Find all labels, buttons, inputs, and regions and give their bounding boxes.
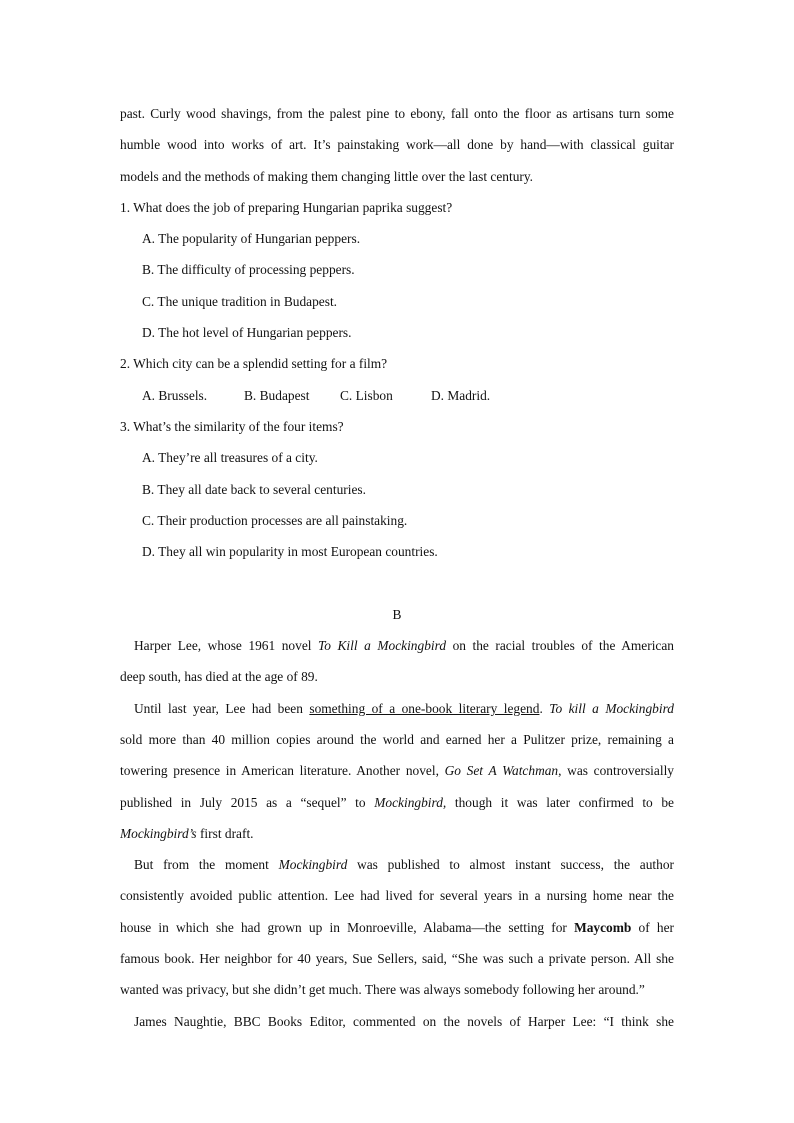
question-3-stem: 3. What’s the similarity of the four items? [120, 418, 344, 434]
question-3-option-c: C. Their production processes are all painstaking. [142, 512, 408, 528]
paragraph-3-line-2: consistently avoided public attention. Lee had lived for several years in a nursing home near the [120, 888, 674, 904]
document-page [120, 98, 674, 1037]
underlined-phrase: something of a one-book literary legend [309, 700, 540, 716]
paragraph-3-line-5: wanted was privacy, but she didn’t get much. There was always somebody following her around.” [120, 982, 645, 998]
paragraph-2-line-3: towering presence in American literature. Another novel, Go Set A Watchman, was controversially [120, 763, 674, 779]
question-2-option-a: A. Brussels. [142, 387, 208, 403]
question-1-stem: 1. What does the job of preparing Hungarian paprika suggest? [120, 199, 453, 215]
question-2-option-c: C. Lisbon [340, 387, 393, 403]
question-3-option-b: B. They all date back to several centuries. [142, 481, 366, 497]
question-1-option-a: A. The popularity of Hungarian peppers. [142, 231, 361, 247]
question-1-option-d: D. The hot level of Hungarian peppers. [142, 325, 352, 341]
paragraph-3-line-3: house in which she had grown up in Monroeville, Alabama—the setting for Maycomb of her [120, 919, 674, 935]
question-1-option-b: B. The difficulty of processing peppers. [142, 262, 355, 278]
paragraph-2-line-5: Mockingbird’s first draft. [120, 825, 254, 841]
section-b-heading: B [392, 606, 402, 622]
question-2-options [120, 380, 674, 411]
passage-a-line-1: past. Curly wood shavings, from the palest pine to ebony, fall onto the floor as artisans turn some [120, 106, 674, 121]
paragraph-1-line-2: deep south, has died at the age of 89. [120, 669, 318, 685]
question-3-option-d: D. They all win popularity in most European countries. [142, 544, 438, 560]
paragraph-3-line-1: But from the moment Mockingbird was published to almost instant success, the author [134, 857, 674, 873]
question-3-option-a: A. They’re all treasures of a city. [142, 450, 318, 466]
question-2-option-d: D. Madrid. [431, 387, 491, 403]
question-2-stem: 2. Which city can be a splendid setting for a film? [120, 356, 388, 372]
question-1-option-c: C. The unique tradition in Budapest. [142, 293, 338, 309]
passage-a-line-2: humble wood into works of art. It’s painstaking work—all done by hand—with classical guitar [120, 137, 674, 153]
section-spacer [120, 567, 674, 598]
paragraph-2-line-4: published in July 2015 as a “sequel” to Mockingbird, though it was later confirmed to be [120, 794, 674, 810]
paragraph-2-line-2: sold more than 40 million copies around the world and earned her a Pulitzer prize, remaining a [120, 731, 674, 747]
paragraph-1-line-1: Harper Lee, whose 1961 novel To Kill a Mockingbird on the racial troubles of the American [134, 638, 674, 654]
paragraph-4-line-1: James Naughtie, BBC Books Editor, commented on the novels of Harper Lee: “I think she [134, 1013, 674, 1029]
question-2-option-b: B. Budapest [244, 387, 310, 403]
paragraph-2-line-1: Until last year, Lee had been something of a one-book literary legend. To kill a Mockingbird [134, 700, 674, 716]
passage-a-line-3: models and the methods of making them changing little over the last century. [120, 168, 534, 184]
paragraph-3-line-4: famous book. Her neighbor for 40 years, Sue Sellers, said, “She was such a private person. All she [120, 951, 674, 967]
